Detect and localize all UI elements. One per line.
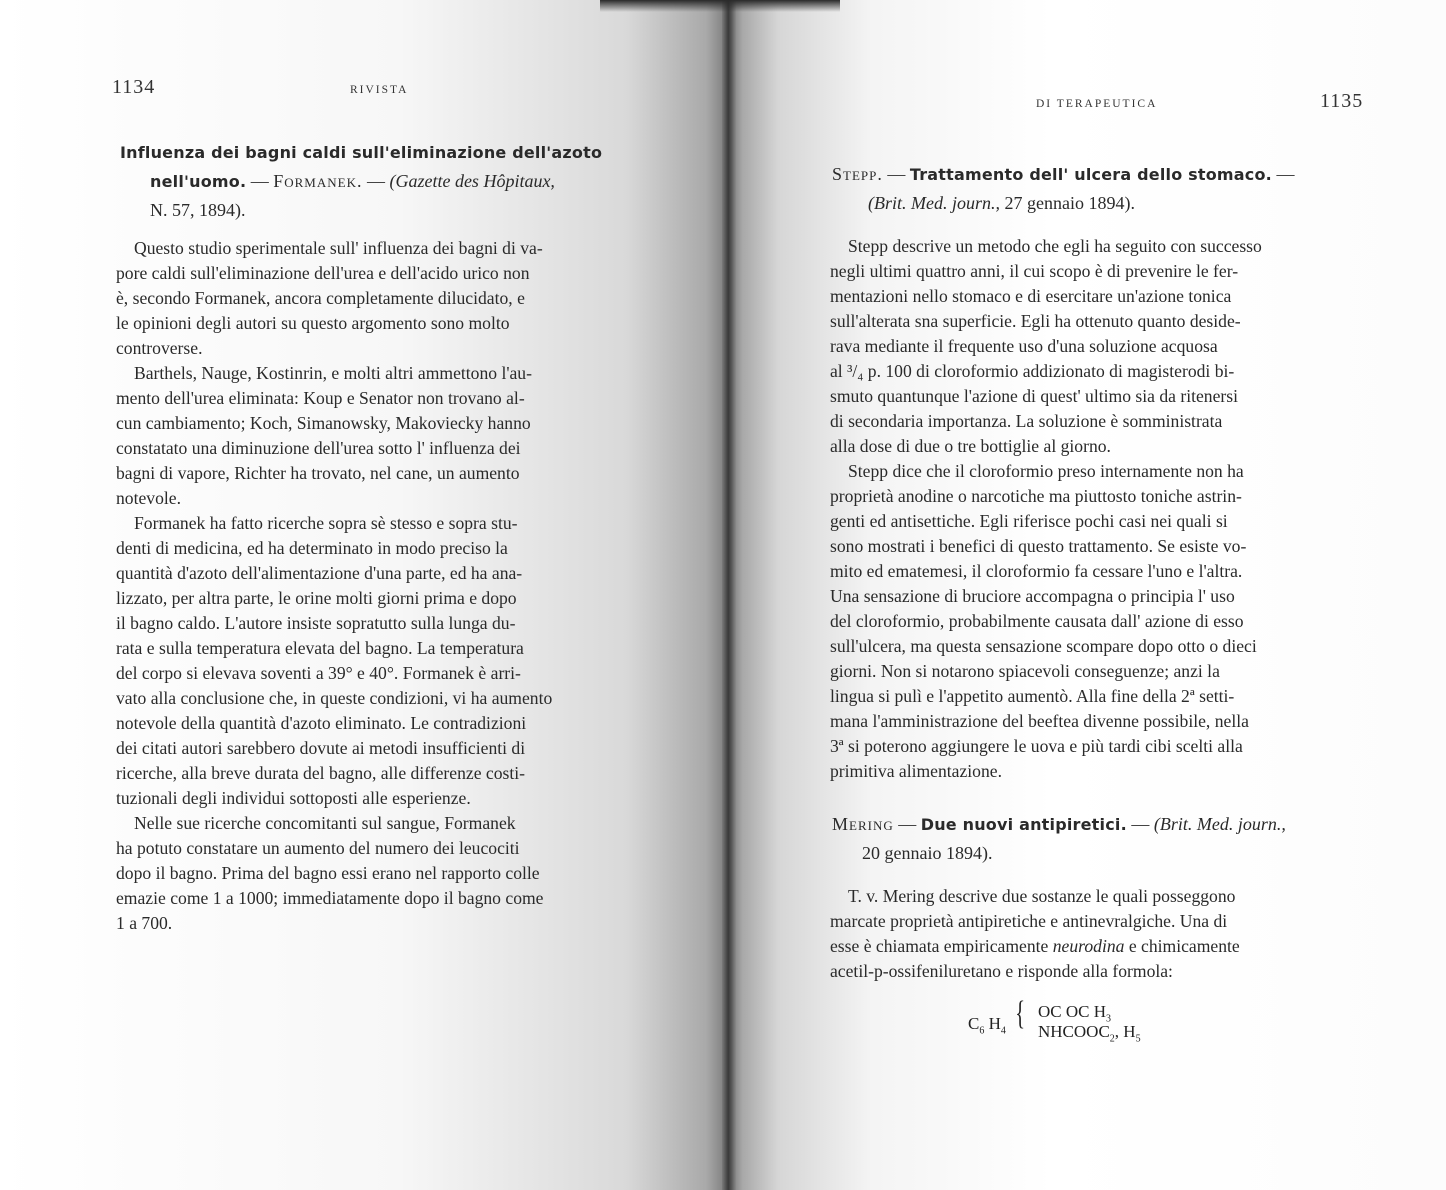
- left-paragraph: [116, 811, 654, 936]
- left-paragraph: [116, 361, 654, 511]
- text-line: constatato una diminuzione dell'urea sotto l' influenza dei: [116, 438, 521, 458]
- text-line: giorni. Non si notarono spiacevoli conseguenze; anzi la: [830, 661, 1220, 681]
- stepp-body: [830, 234, 1366, 784]
- text-line: tuzionali degli individui sottoposti alle esperienze.: [116, 788, 471, 808]
- text-line: mana l'amministrazione del beeftea divenne possibile, nella: [830, 711, 1249, 731]
- text-line: alla dose di due o tre bottiglie al giorno.: [830, 436, 1111, 456]
- text-line: primitiva alimentazione.: [830, 761, 1002, 781]
- stepp-paragraph: [830, 459, 1366, 784]
- neurodina-term: neurodina: [1052, 936, 1125, 956]
- text-line: Barthels, Nauge, Kostinrin, e molti altri ammettono l'au-: [134, 363, 532, 383]
- left-paragraph: [116, 236, 654, 361]
- text-line: rava mediante il frequente uso d'una soluzione acquosa: [830, 336, 1218, 356]
- text-line: smuto quantunque l'azione di quest' ultimo sia da ritenersi: [830, 386, 1238, 406]
- article-heading-formanek: Influenza dei bagni caldi sull'eliminazione dell'azoto nell'uomo. — Formanek. — (Gazette des Hôpitaux, N. 57, 1894).: [120, 138, 680, 224]
- article-author: Formanek.: [273, 171, 363, 191]
- article-heading-mering: Mering — Due nuovi antipiretici. — (Brit. Med. journ., 20 gennaio 1894).: [832, 810, 1372, 867]
- formula-top: OC OC $H_3$: [1038, 1002, 1112, 1025]
- stepp-source: (Brit. Med. journ.,: [868, 193, 1000, 213]
- book-gutter-shadow: [600, 0, 840, 12]
- text-line: negli ultimi quattro anni, il cui scopo è di prevenire le fer-: [830, 261, 1239, 281]
- article-body-left: [116, 236, 654, 936]
- text-line: sono mostrati i benefici di questo trattamento. Se esiste vo-: [830, 536, 1247, 556]
- text-line: genti ed antisettiche. Egli riferisce pochi casi nei quali si: [830, 511, 1228, 531]
- formula-brace: {: [1015, 995, 1026, 1032]
- text-line: ricerche, alla breve durata del bagno, alle differenze costi-: [116, 763, 525, 783]
- text-line: 1 a 700.: [116, 913, 173, 933]
- mering-author: Mering: [832, 814, 894, 834]
- text-line: Stepp descrive un metodo che egli ha seguito con successo: [848, 236, 1262, 256]
- article-source-line2: N. 57, 1894).: [150, 200, 246, 220]
- text-line: lizzato, per altra parte, le orine molti giorni prima e dopo: [116, 588, 517, 608]
- text-line: denti di medicina, ed ha determinato in modo preciso la: [116, 538, 508, 558]
- page-number-right: 1135: [1320, 90, 1364, 112]
- article-title-line2: nell'uomo.: [150, 172, 247, 191]
- text-line: Formanek ha fatto ricerche sopra sè stesso e sopra stu-: [134, 513, 518, 533]
- text-line: dopo il bagno. Prima del bagno essi erano nel rapporto colle: [116, 863, 540, 883]
- mering-title: Due nuovi antipiretici.: [920, 815, 1127, 834]
- mering-source: (Brit. Med. journ.,: [1153, 814, 1286, 834]
- text-line: le opinioni degli autori su questo argomento sono molto: [116, 313, 510, 333]
- right-page: [728, 0, 1446, 1190]
- running-head-left: RIVISTA: [350, 84, 409, 96]
- article-heading-stepp: Stepp. — Trattamento dell' ulcera dello stomaco. — (Brit. Med. journ., 27 gennaio 1894).: [832, 164, 1295, 213]
- text-line: il bagno caldo. L'autore insiste sopratutto sulla lunga du-: [116, 613, 516, 633]
- text-line: Questo studio sperimentale sull' influenza dei bagni di va-: [134, 238, 543, 258]
- formula-bottom: $NHCOOC_2$, $H_5$: [1038, 1022, 1141, 1045]
- text-line: emazie come 1 a 1000; immediatamente dopo il bagno come: [116, 888, 544, 908]
- text-line: sull'alterata sna superficie. Egli ha ottenuto quanto deside-: [830, 311, 1241, 331]
- article-title-line1: Influenza dei bagni caldi sull'eliminazione dell'azoto: [120, 143, 603, 162]
- stepp-paragraph: [830, 234, 1366, 459]
- chemical-formula: $C_6$ $H_4$ { OC OC $H_3$ $NHCOOC_2$, $H_5$: [968, 995, 1141, 1045]
- text-line: mito ed ematemesi, il cloroformio fa cessare l'uno e l'altra.: [830, 561, 1243, 581]
- text-line: controverse.: [116, 338, 203, 358]
- text-line: dei citati autori sarebbero dovute ai metodi insufficienti di: [116, 738, 526, 758]
- text-line: vato alla conclusione che, in queste condizioni, vi ha aumento: [116, 688, 553, 708]
- text-line: Una sensazione di bruciore accompagna o principia l' uso: [830, 586, 1235, 606]
- mering-source-line2: 20 gennaio 1894).: [862, 843, 993, 863]
- text-line: bagni di vapore, Richter ha trovato, nel cane, un aumento: [116, 463, 520, 483]
- text-line: mentazioni nello stomaco e di esercitare un'azione tonica: [830, 286, 1232, 306]
- page-number-left: 1134: [112, 76, 156, 98]
- text-line: Stepp dice che il cloroformio preso internamente non ha: [848, 461, 1244, 481]
- text-line: rata e sulla temperatura elevata del bagno. La temperatura: [116, 638, 524, 658]
- text-line: cun cambiamento; Koch, Simanowsky, Makoviecky hanno: [116, 413, 531, 433]
- stepp-author: Stepp.: [832, 164, 883, 184]
- text-line: è, secondo Formanek, ancora completamente dilucidato, e: [116, 288, 525, 308]
- text-line: del corpo si elevava soventi a 39° e 40°. Formanek è arri-: [116, 663, 521, 683]
- text-line: Nelle sue ricerche concomitanti sul sangue, Formanek: [134, 813, 516, 833]
- text-line: lingua si pulì e l'appetito aumentò. Alla fine della 2ª setti-: [830, 686, 1235, 706]
- text-line: del cloroformio, probabilmente causata dall' azione di esso: [830, 611, 1244, 631]
- running-head-right: DI TERAPEUTICA: [1036, 98, 1158, 110]
- book-spine: [722, 0, 736, 1190]
- text-line: pore caldi sull'eliminazione dell'urea e dell'acido urico non: [116, 263, 530, 283]
- text-line: 3ª si poterono aggiungere le uova e più tardi cibi scelti alla: [830, 736, 1243, 756]
- text-line: al ³/₄ p. 100 di cloroformio addizionato di magisterodi bi-: [830, 361, 1235, 381]
- left-paragraph: [116, 511, 654, 811]
- text-line: mento dell'urea eliminata: Koup e Senator non trovano al-: [116, 388, 525, 408]
- text-line: quantità d'azoto dell'alimentazione d'una parte, ed ha ana-: [116, 563, 523, 583]
- text-line: ha potuto constatare un aumento del numero dei leucociti: [116, 838, 520, 858]
- text-line: notevole.: [116, 488, 181, 508]
- text-line: notevole della quantità d'azoto eliminato. Le contradizioni: [116, 713, 527, 733]
- text-line: proprietà anodine o narcotiche ma piuttosto toniche astrin-: [830, 486, 1242, 506]
- mering-body: T. v. Mering descrive due sostanze le quali posseggono marcate proprietà antipiretiche e antinevralgiche. Una di esse è chiamata empiricamente neurodina e chimicamente acetil-p-ossifeniluretano e risponde alla formola:: [830, 886, 1240, 981]
- article-source: (Gazette des Hôpitaux,: [389, 171, 555, 191]
- stepp-title: Trattamento dell' ulcera dello stomaco.: [909, 165, 1272, 184]
- text-line: di secondaria importanza. La soluzione è somministrata: [830, 411, 1223, 431]
- text-line: sull'ulcera, ma questa sensazione scompare dopo otto o dieci: [830, 636, 1257, 656]
